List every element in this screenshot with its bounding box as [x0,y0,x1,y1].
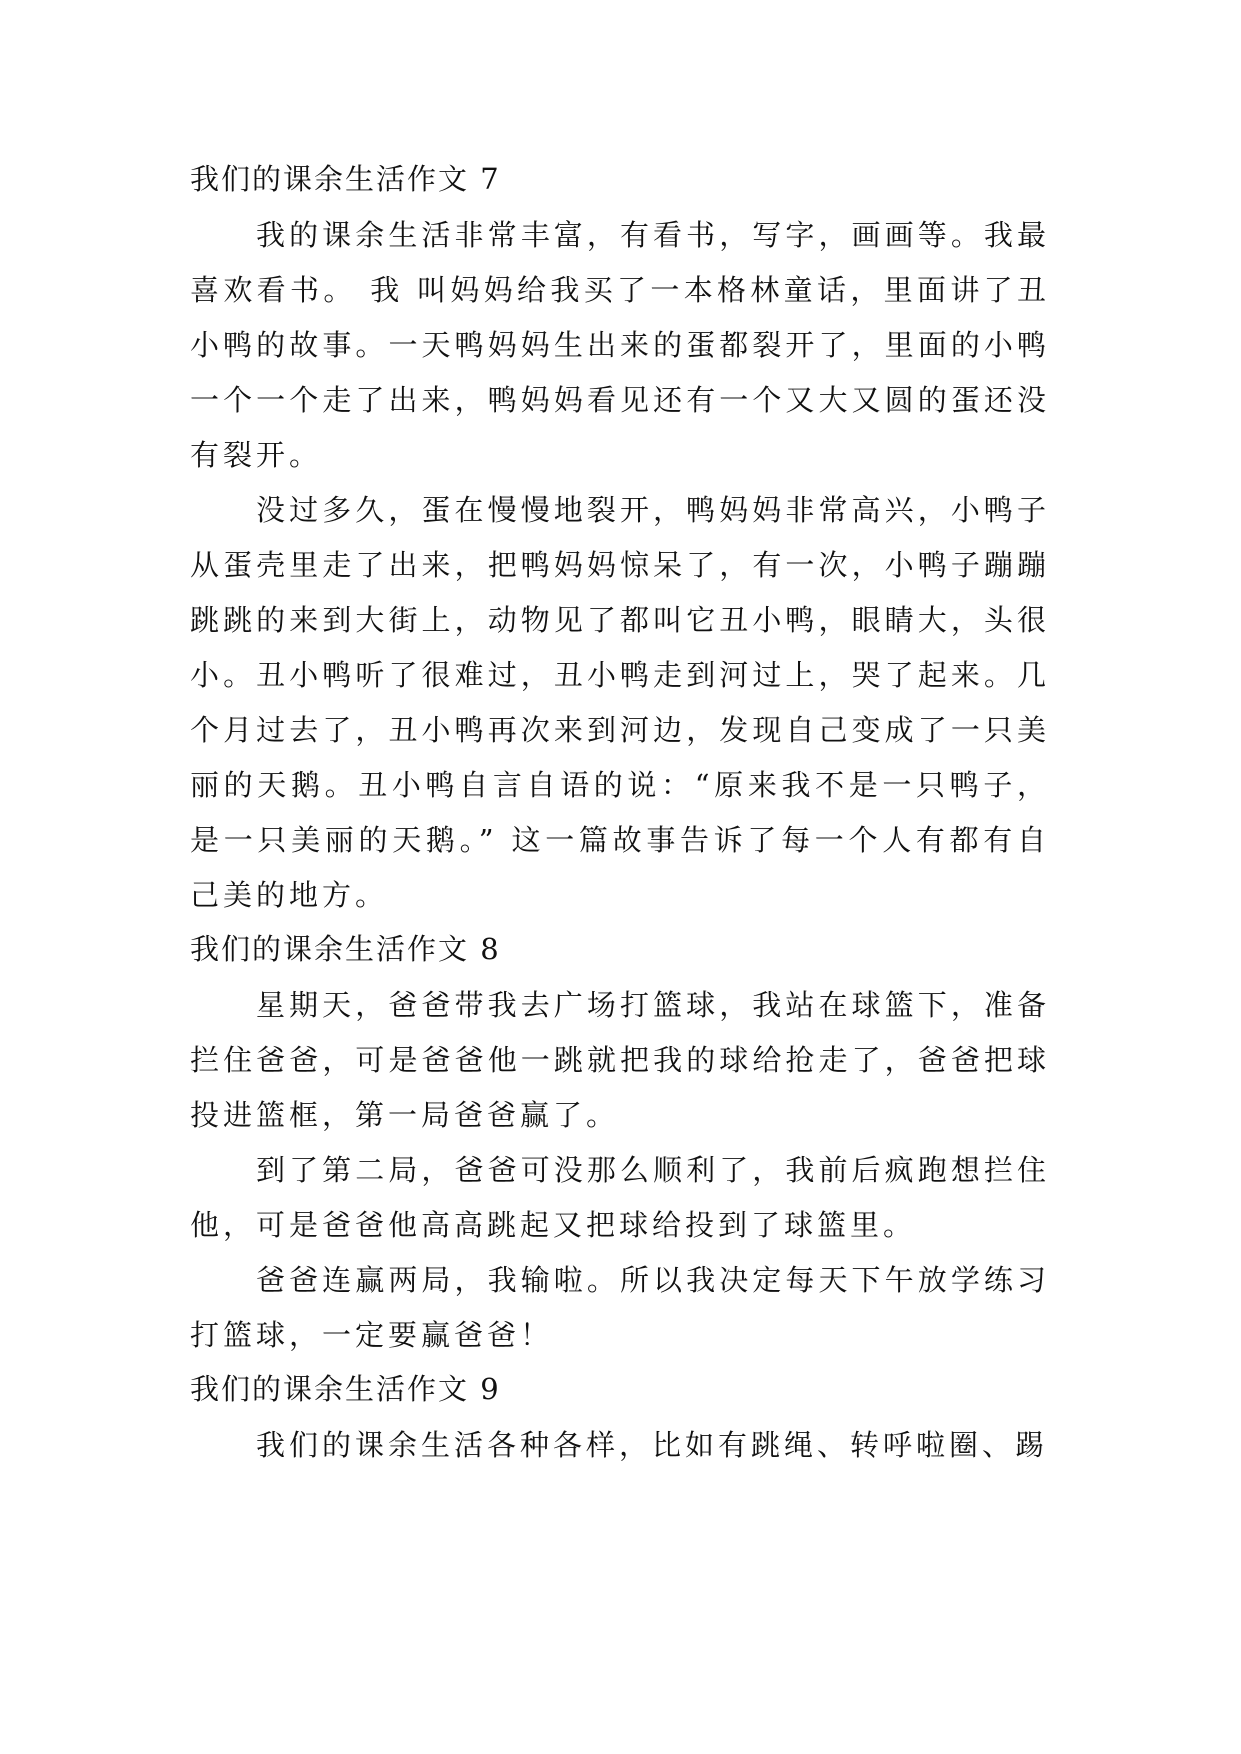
section-heading: 我们的课余生活作文 7 [190,162,501,196]
paragraph: 到了第二局，爸爸可没那么顺利了，我前后疯跑想拦住他，可是爸爸他高高跳起又把球给投到了球篮里。 [190,1153,1050,1242]
paragraph: 我的课余生活非常丰富，有看书，写字，画画等。我最喜欢看书。 我 叫妈妈给我买了一本格林童话，里面讲了丑小鸭的故事。一天鸭妈妈生出来的蛋都裂开了，里面的小鸭一个一个走了出来，鸭妈妈看见还有一个又大又圆的蛋还没有裂开。 [190,218,1050,472]
paragraph: 我们的课余生活各种各样，比如有跳绳、转呼啦圈、踢 [256,1428,1049,1462]
document-body [190,155,1050,1475]
essay-section-9 [190,1365,1050,1473]
paragraph: 没过多久，蛋在慢慢地裂开，鸭妈妈非常高兴，小鸭子从蛋壳里走了出来，把鸭妈妈惊呆了，有一次，小鸭子蹦蹦跳跳的来到大街上，动物见了都叫它丑小鸭，眼睛大，头很小。丑小鸭听了很难过，丑小鸭走到河过上，哭了起来。几个月过去了，丑小鸭再次来到河边，发现自己变成了一只美丽的天鹅。丑小鸭自言自语的说：“原来我不是一只鸭子，是一只美丽的天鹅。” 这一篇故事告诉了每一个人有都有自己美的地方。 [190,493,1050,912]
essay-section-7 [190,155,1050,923]
essay-section-8 [190,925,1050,1363]
paragraph: 星期天，爸爸带我去广场打篮球，我站在球篮下，准备拦住爸爸，可是爸爸他一跳就把我的球给抢走了，爸爸把球投进篮框，第一局爸爸赢了。 [190,988,1050,1132]
section-heading: 我们的课余生活作文 9 [190,1372,501,1406]
section-heading: 我们的课余生活作文 8 [190,932,501,966]
paragraph: 爸爸连赢两局，我输啦。所以我决定每天下午放学练习打篮球，一定要赢爸爸！ [190,1263,1050,1352]
